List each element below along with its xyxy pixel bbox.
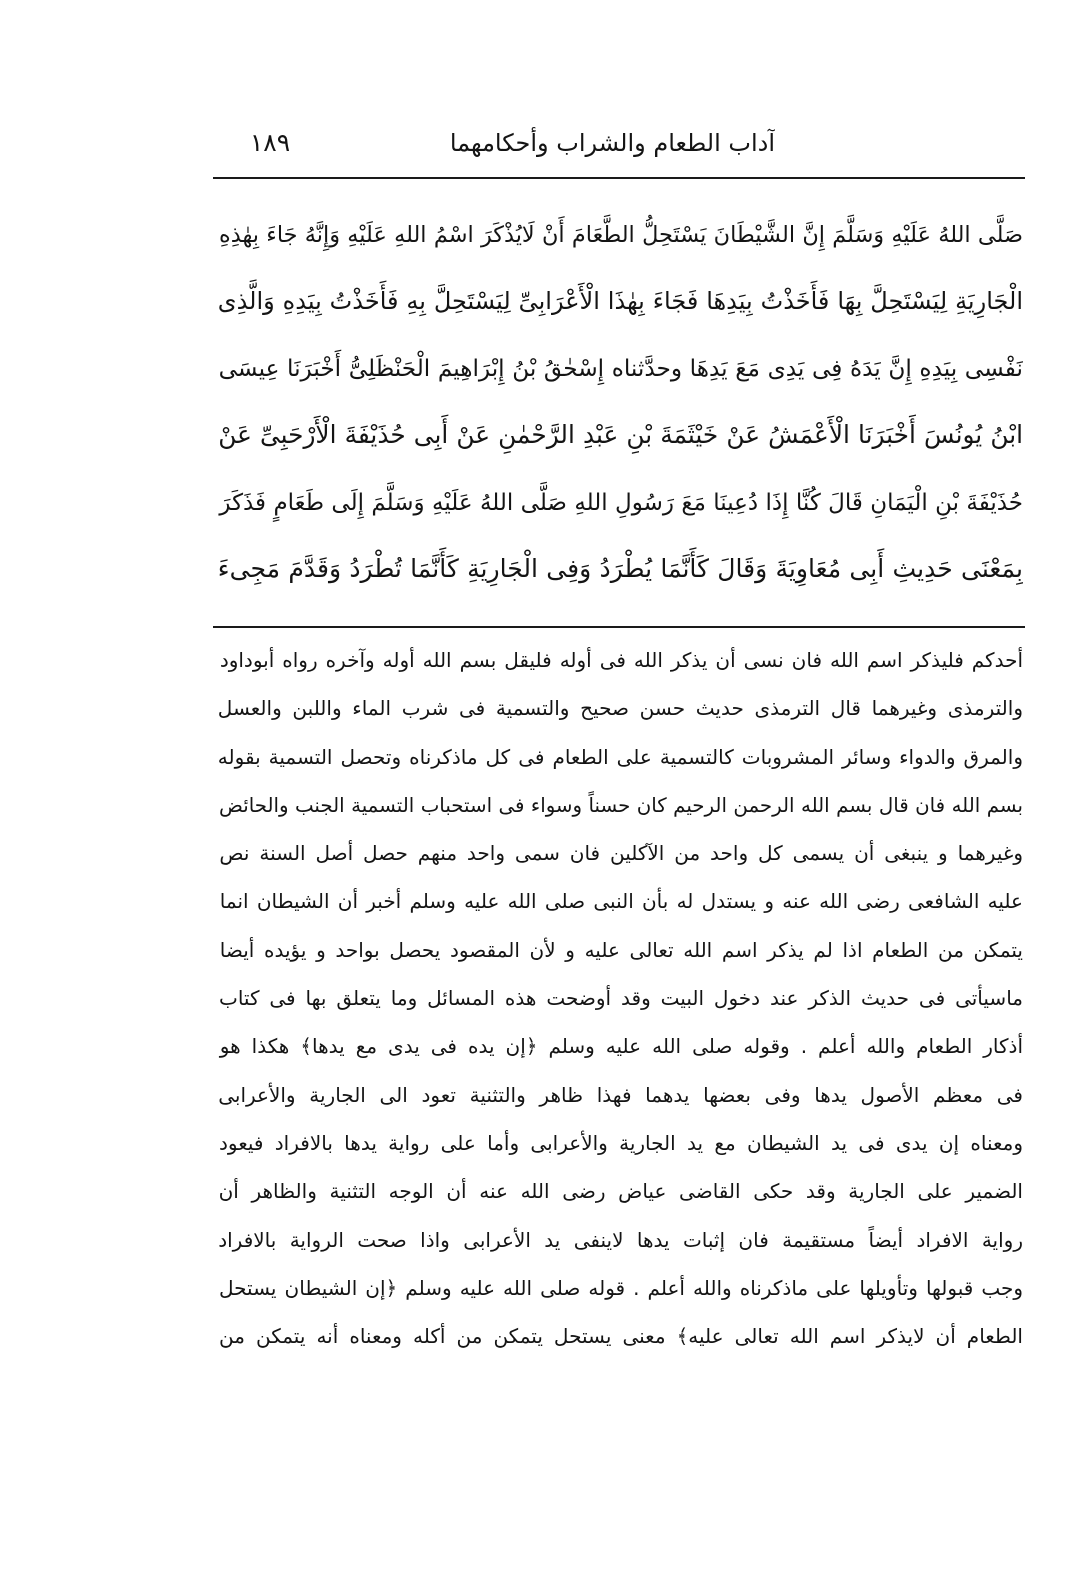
commentary-line-text: وغيرهما و ينبغى أن يسمى كل واحد من الآكلين فان سمى واحد منهم حصل أصل السنة نص xyxy=(219,841,1023,866)
running-head-title-text: آداب الطعام والشراب وأحكامهما xyxy=(449,129,775,157)
commentary-line-11 xyxy=(213,1119,1023,1167)
commentary-line-8 xyxy=(213,974,1023,1022)
commentary-line-13 xyxy=(213,1216,1023,1264)
header-rule xyxy=(213,177,1025,179)
hadith-line-6 xyxy=(213,535,1023,602)
commentary-line-14 xyxy=(213,1264,1023,1312)
hadith-line-text: نَفْسِى بِيَدِهِ إِنَّ يَدَهُ فِى يَدِى مَعَ يَدِهَا وحدَّثناه إِسْحٰقُ بْنُ إِبْرَاهِيمَ الْحَنْظَلِىُّ أَخْبَرَنَا عِيسَى xyxy=(218,355,1023,382)
commentary-line-9 xyxy=(213,1022,1023,1070)
page-number: ١٨٩ xyxy=(249,128,291,157)
hadith-line-4 xyxy=(213,401,1023,468)
hadith-line-5 xyxy=(213,468,1023,535)
commentary-line-15 xyxy=(213,1312,1023,1360)
commentary-line-2 xyxy=(213,684,1023,732)
commentary-line-6 xyxy=(213,877,1023,925)
commentary-line-text: ماسيأتى فى حديث الذكر عند دخول البيت وقد أوضحت هذه المسائل وما يتعلق بها فى كتاب xyxy=(219,986,1023,1011)
hadith-line-text: بِمَعْنَى حَدِيثِ أَبِى مُعَاوِيَةَ وَقَالَ كَأَنَّمَا يُطْرَدُ وَفِى الْجَارِيَةِ كَأَنَّمَا تُطْرَدُ وَقَدَّمَ مَجِىءَ xyxy=(217,554,1023,583)
hadith-line-2 xyxy=(213,267,1023,334)
hadith-line-text: ابْنُ يُونُسَ أَخْبَرَنَا الْأَعْمَشُ عَنْ خَيْثَمَةَ بْنِ عَبْدِ الرَّحْمٰنِ عَنْ أَبِى حُذَيْفَةَ الْأَرْحَبِىِّ عَنْ xyxy=(218,420,1023,449)
commentary-line-text: ومعناه إن يدى فى يد الشيطان مع يد الجارية والأعرابى وأما على رواية يدها بالافراد فيعود xyxy=(219,1130,1023,1155)
commentary-line-12 xyxy=(213,1167,1023,1215)
commentary-line-text: والترمذى وغيرهما قال الترمذى حديث حسن صحيح والتسمية فى شرب الماء واللبن والعسل xyxy=(217,696,1023,721)
hadith-line-text: حُذَيْفَةَ بْنِ الْيَمَانِ قَالَ كُنَّا إِذَا دُعِينَا مَعَ رَسُولِ اللهِ صَلَّى اللهُ عَلَيْهِ وَسَلَّمَ إِلَى طَعَامٍ فَذَكَرَ xyxy=(219,490,1023,516)
commentary-line-text: رواية الافراد أيضاً مستقيمة فان إثبات يدها لاينفى يد الأعرابى واذا صحت الرواية بالافراد xyxy=(218,1227,1023,1252)
hadith-line-text: الْجَارِيَةِ لِيَسْتَحِلَّ بِهَا فَأَخَذْتُ بِيَدِهَا فَجَاءَ بِهٰذَا الْأَعْرَابِىِّ لِيَسْتَحِلَّ بِهِ فَأَخَذْتُ بِيَدِهِ وَالَّذِى xyxy=(217,287,1023,315)
commentary-line-text: فى معظم الأصول يدها وفى بعضها يدهما فهذا ظاهر والتثنية تعود الى الجارية والأعرابى xyxy=(218,1082,1023,1107)
hadith-line-3 xyxy=(213,334,1023,401)
commentary-line-10 xyxy=(213,1071,1023,1119)
commentary-line-text: وجب قبولها وتأويلها على ماذكرناه والله أعلم . قوله صلى الله عليه وسلم ﴿إن الشيطان يستحل xyxy=(219,1275,1023,1300)
commentary-line-text: والمرق والدواء وسائر المشروبات كالتسمية على الطعام فى كل ماذكرناه وتحصل التسمية بقوله xyxy=(217,744,1023,769)
commentary-line-text: عليه الشافعى رضى الله عنه و يستدل له بأن النبى صلى الله عليه وسلم أخبر أن الشيطان انما xyxy=(219,889,1023,914)
commentary-line-7 xyxy=(213,926,1023,974)
commentary-line-text: بسم الله فان قال بسم الله الرحمن الرحيم كان حسناً وسواء فى استحباب التسمية الجنب والحائض xyxy=(219,793,1023,817)
commentary-line-1 xyxy=(213,636,1023,684)
hadith-line-text: صَلَّى اللهُ عَلَيْهِ وَسَلَّمَ إِنَّ الشَّيْطَانَ يَسْتَحِلُّ الطَّعَامَ أَنْ لَايُذْكَرَ اسْمُ اللهِ عَلَيْهِ وَإِنَّهُ جَاءَ بِهٰذِهِ xyxy=(219,222,1023,248)
commentary-line-3 xyxy=(213,733,1023,781)
hadith-text-block xyxy=(213,200,1023,602)
commentary-separator-rule xyxy=(213,626,1025,628)
commentary-block xyxy=(213,636,1023,1360)
commentary-line-text: أحدكم فليذكر اسم الله فان نسى أن يذكر الله فى أوله فليقل بسم الله أوله وآخره رواه أبوداود xyxy=(219,648,1023,672)
commentary-line-text: أذكار الطعام والله أعلم . وقوله صلى الله عليه وسلم ﴿إن يده فى يدى مع يدها﴾ هكذا هو xyxy=(219,1034,1023,1059)
commentary-line-5 xyxy=(213,829,1023,877)
commentary-line-text: يتمكن من الطعام اذا لم يذكر اسم الله تعالى عليه و لأن المقصود يحصل بواحد و يؤيده أيضا xyxy=(219,937,1023,962)
running-head-title xyxy=(425,122,775,164)
commentary-line-text: الطعام أن لايذكر اسم الله تعالى عليه﴾ معنى يستحل يتمكن من أكله ومعناه أنه يتمكن من xyxy=(219,1324,1023,1349)
commentary-line-4 xyxy=(213,781,1023,829)
commentary-line-text: الضمير على الجارية وقد حكى القاضى عياض رضى الله عنه أن الوجه التثنية والظاهر أن xyxy=(218,1179,1023,1204)
hadith-line-1 xyxy=(213,200,1023,267)
